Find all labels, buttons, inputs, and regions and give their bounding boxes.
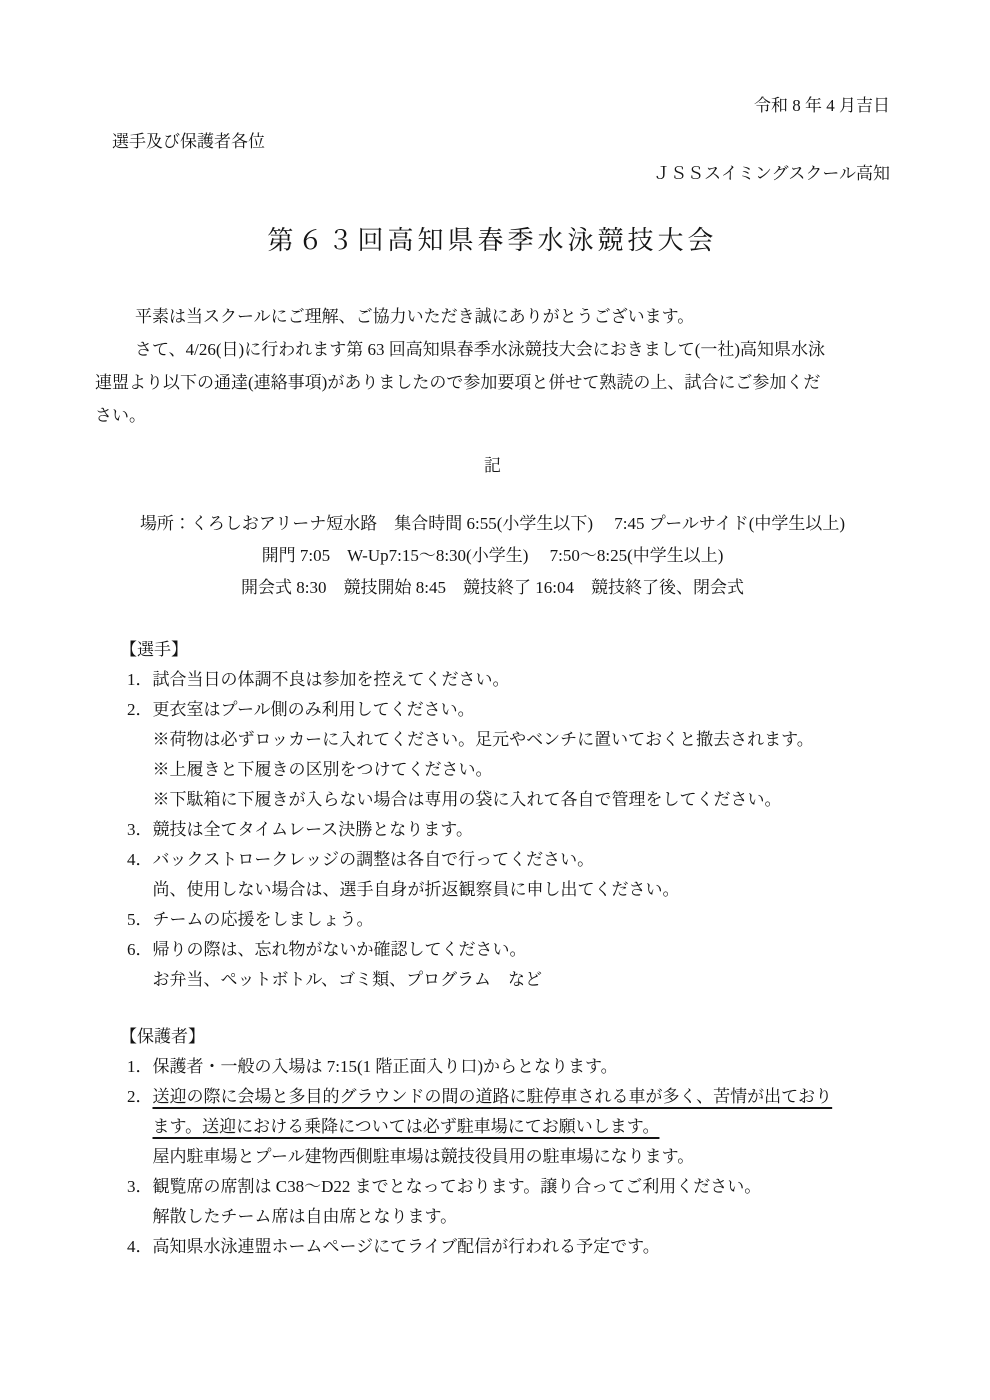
date: 令和 8 年 4 月吉日	[754, 96, 890, 115]
list-item	[95, 815, 890, 845]
item-note: ※荷物は必ずロッカーに入れてください。足元やベンチに置いておくと撤去されます。	[152, 730, 814, 749]
item-number: 6．	[127, 940, 153, 959]
item-number: 5．	[127, 910, 153, 929]
list-item	[95, 695, 890, 815]
item-note: 屋内駐車場とプール建物西側駐車場は競技役員用の駐車場になります。	[152, 1147, 695, 1166]
list-item	[95, 905, 890, 935]
intro-paragraph	[95, 300, 890, 432]
item-text: 試合当日の体調不良は参加を控えてください。	[152, 670, 510, 689]
notice-marker: 記	[484, 456, 501, 475]
intro-line: 連盟より以下の通達(連絡事項)がありましたので参加要項と併せて熟読の上、試合にご参加くだ	[95, 373, 821, 392]
intro-line: さい。	[95, 406, 146, 425]
item-text: バックストロークレッジの調整は各自で行ってください。	[152, 850, 595, 869]
item-note: 尚、使用しない場合は、選手自身が折返観察員に申し出てください。	[152, 880, 680, 899]
document-title: 第６３回高知県春季水泳競技大会	[267, 226, 718, 255]
item-text-underlined: 送迎の際に会場と多目的グラウンドの間の道路に駐停車される車が多く、苦情が出ており	[152, 1087, 833, 1106]
item-text: 高知県水泳連盟ホームページにてライブ配信が行われる予定です。	[152, 1237, 660, 1256]
list-item	[95, 935, 890, 995]
item-number: 1．	[127, 1057, 153, 1076]
schedule-line-ceremony: 開会式 8:30 競技開始 8:45 競技終了 16:04 競技終了後、閉会式	[241, 578, 744, 597]
item-note: 解散したチーム席は自由席となります。	[152, 1207, 458, 1226]
list-item	[95, 1052, 890, 1082]
item-number: 3．	[127, 820, 153, 839]
item-text: 帰りの際は、忘れ物がないか確認してください。	[152, 940, 527, 959]
item-text: チームの応援をしましょう。	[152, 910, 374, 929]
item-text-underlined: ます。送迎における乗降については必ず駐車場にてお願いします。	[152, 1117, 660, 1136]
item-text: 保護者・一般の入場は 7:15(1 階正面入り口)からとなります。	[152, 1057, 618, 1076]
recipient: 選手及び保護者各位	[112, 132, 265, 151]
item-note: ※上履きと下履きの区別をつけてください。	[152, 760, 493, 779]
item-number: 2．	[127, 1087, 153, 1106]
intro-line: さて、4/26(日)に行われます第 63 回高知県春季水泳競技大会におきまして(一社)高知県水泳	[135, 340, 826, 359]
players-section-heading: 【選手】	[120, 640, 188, 659]
guardians-list	[95, 1052, 890, 1262]
players-list	[95, 665, 890, 995]
item-number: 2．	[127, 700, 153, 719]
item-note: ※下駄箱に下履きが入らない場合は専用の袋に入れて各自で管理をしてください。	[152, 790, 782, 809]
item-number: 3．	[127, 1177, 153, 1196]
intro-line: 平素は当スクールにご理解、ご協力いただき誠にありがとうございます。	[135, 307, 695, 326]
schedule-line-warmup: 開門 7:05 W-Up7:15～8:30(小学生) 7:50～8:25(中学生以上)	[261, 546, 724, 565]
list-item	[95, 845, 890, 905]
list-item	[95, 1172, 890, 1232]
schedule-block	[95, 508, 890, 604]
item-number: 1．	[127, 670, 153, 689]
item-text: 競技は全てタイムレース決勝となります。	[152, 820, 473, 839]
sender: ＪＳＳスイミングスクール高知	[653, 164, 890, 183]
item-number: 4．	[127, 850, 153, 869]
list-item	[95, 665, 890, 695]
list-item	[95, 1082, 890, 1172]
item-number: 4．	[127, 1237, 153, 1256]
guardians-section-heading: 【保護者】	[120, 1027, 205, 1046]
list-item	[95, 1232, 890, 1262]
item-note: お弁当、ペットボトル、ゴミ類、プログラム など	[152, 970, 542, 989]
item-text: 更衣室はプール側のみ利用してください。	[152, 700, 475, 719]
item-text: 観覧席の席割は C38～D22 までとなっております。譲り合ってご利用ください。	[152, 1177, 762, 1196]
schedule-line-venue: 場所：くろしおアリーナ短水路 集合時間 6:55(小学生以下) 7:45 プールサイド(中学生以上)	[139, 514, 846, 533]
